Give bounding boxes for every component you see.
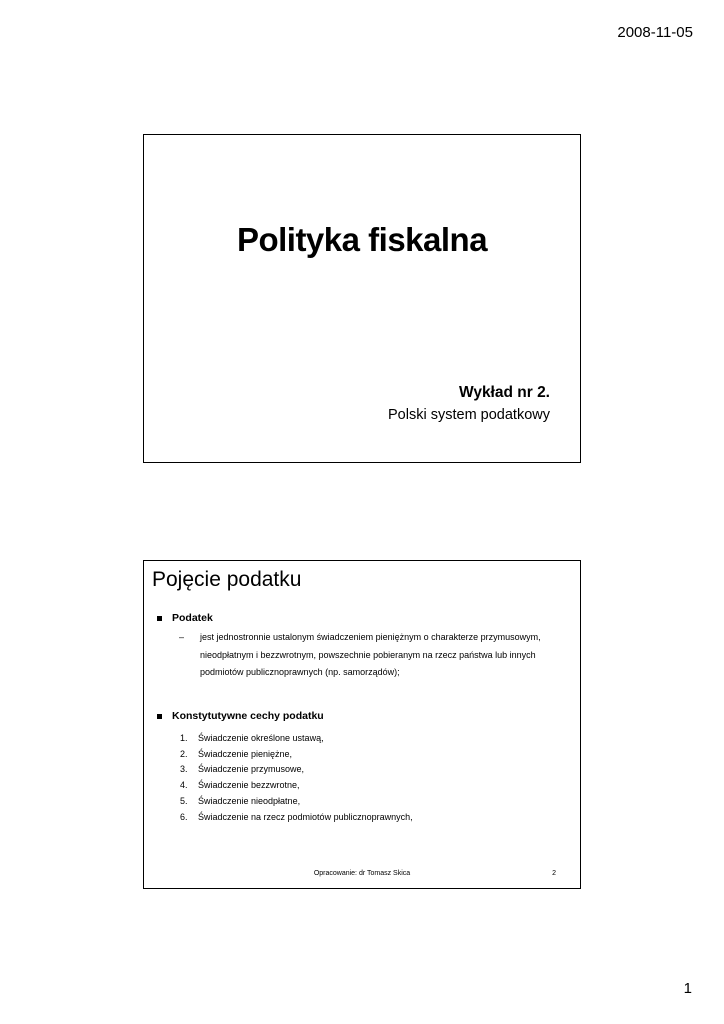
list-text: Świadczenie na rzecz podmiotów publicznoprawnych, [198, 811, 413, 822]
page-number: 1 [683, 980, 692, 997]
list-text: Świadczenie nieodpłatne, [198, 795, 301, 806]
dash-marker: – [179, 632, 185, 642]
slide-subsubtitle: Polski system podatkowy [388, 407, 550, 423]
list-item [180, 794, 413, 810]
slide-title: Polityka fiskalna [236, 221, 488, 258]
slide-subtitle: Wykład nr 2. [458, 384, 550, 401]
slide-footer-author: Opracowanie: dr Tomasz Skica [313, 870, 411, 877]
list-item [180, 747, 413, 763]
list-number: 1. [180, 733, 188, 743]
features-list [180, 731, 413, 825]
list-item [180, 778, 413, 794]
list-number: 6. [180, 811, 188, 822]
list-item [180, 731, 413, 747]
list-text: Świadczenie pieniężne, [198, 748, 293, 759]
bullet-label: Konstytutywne cechy podatku [172, 710, 324, 722]
square-bullet-icon [157, 714, 162, 719]
list-item [180, 762, 413, 778]
list-number: 4. [180, 780, 188, 791]
bullet-cechy [157, 710, 324, 722]
list-item [180, 810, 413, 826]
slide-2 [143, 560, 581, 889]
list-number: 5. [180, 795, 188, 806]
slide-title: Pojęcie podatku [152, 568, 302, 591]
list-text: Świadczenie bezzwrotne, [198, 780, 300, 791]
slide-1 [143, 134, 581, 463]
page-date: 2008-11-05 [617, 24, 693, 41]
bullet-label: Podatek [172, 612, 213, 624]
bullet-podatek [157, 612, 213, 624]
list-number: 3. [180, 764, 188, 775]
list-number: 2. [180, 748, 188, 759]
slide-footer-number: 2 [552, 870, 556, 877]
definition-text: jest jednostronnie ustalonym świadczeniem pieniężnym o charakterze przymusowym, nieodpłatnym i bezzwrotnym, powszechnie pobieranym na rzecz państwa lub innych podmiotów publicznoprawnych (np. samorządów); [200, 632, 541, 677]
definition-block [179, 629, 569, 682]
square-bullet-icon [157, 616, 162, 621]
list-text: Świadczenie określone ustawą, [198, 733, 324, 743]
list-text: Świadczenie przymusowe, [198, 764, 305, 775]
